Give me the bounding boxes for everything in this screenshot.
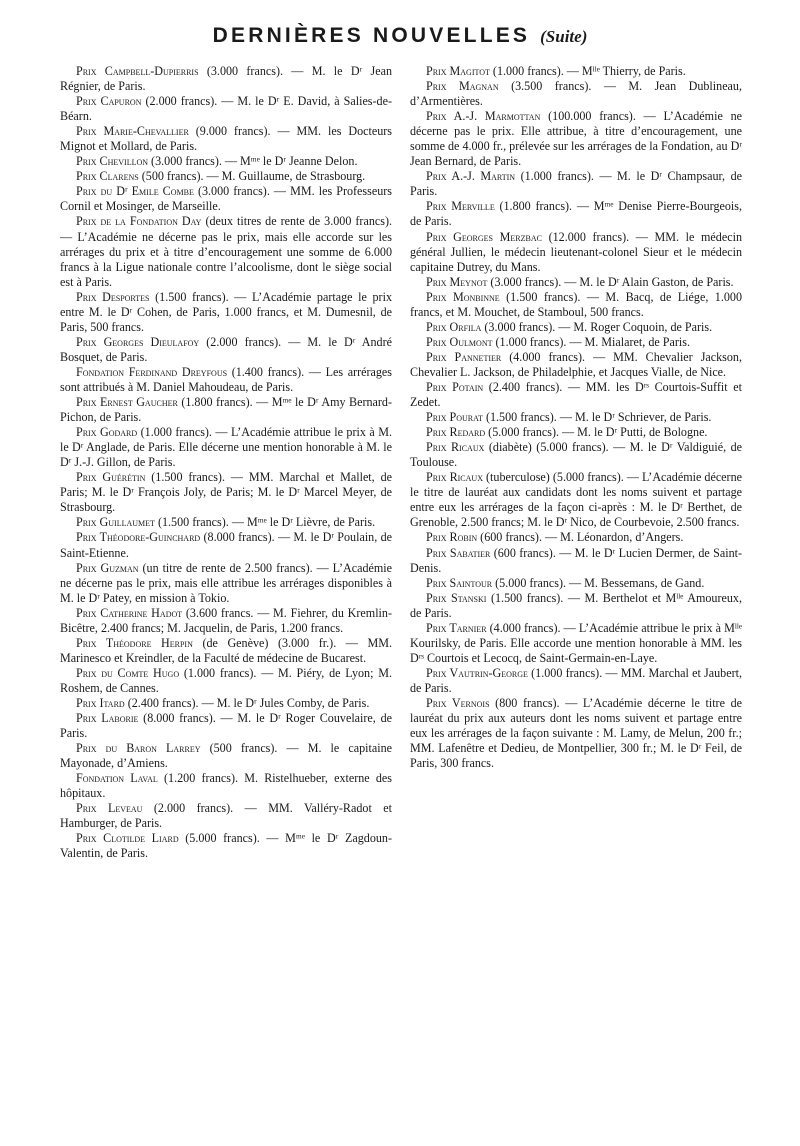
prize-name: Prix Capuron	[76, 94, 142, 109]
prize-entry	[410, 320, 742, 335]
prize-award-text: (2.000 francs). — MM. Valléry-Radot et Hamburger, de Paris.	[60, 801, 392, 831]
prize-entry	[410, 696, 742, 771]
prize-award-text: (2.000 francs). — M. le Dʳ André Bosquet, de Paris.	[60, 334, 392, 364]
prize-entry	[410, 380, 742, 410]
prize-name: Prix A.-J. Marmottan	[426, 109, 541, 124]
prize-award-text: (1.000 francs). — L’Académie attribue le prix à M. le Dʳ Anglade, de Paris. Elle décerne une mention honorable à M. le Dʳ J.-J. Gillon, de Paris.	[60, 425, 392, 470]
prize-entry	[60, 696, 392, 711]
prize-name: Prix Guérétin	[76, 470, 146, 485]
prize-entry	[60, 184, 392, 214]
prize-award-text: (1.000 francs). — M. le Dʳ Champsaur, de Paris.	[410, 169, 742, 199]
prize-name: Prix Pannetier	[426, 349, 502, 364]
prize-name: Prix Théodore-Guinchard	[76, 530, 201, 545]
prize-entry	[60, 335, 392, 365]
prize-entry	[60, 561, 392, 606]
prize-name: Prix Sabatier	[426, 545, 491, 560]
prize-award-text: (3.500 francs). — M. Jean Dublineau, d’Armentières.	[410, 79, 742, 109]
prize-name: Prix Monbinne	[426, 289, 500, 304]
prize-award-text: (2.400 francs). — M. le Dʳ Jules Comby, de Paris.	[124, 695, 370, 710]
prize-award-text: (4.000 francs). — MM. Chevalier Jackson, Chevalier L. Jackson, de Philadelphie, et Jacques Vialle, de Nice.	[410, 349, 743, 379]
prize-name: Prix Pourat	[426, 410, 483, 425]
prize-name: Prix Guillaumet	[76, 515, 155, 530]
prize-name: Prix du Comte Hugo	[76, 665, 180, 680]
prize-award-text: (5.000 francs). — M. le Dʳ Putti, de Bologne.	[485, 425, 708, 440]
prize-entry	[60, 395, 392, 425]
prize-award-text: (100.000 francs). — L’Académie ne décerne pas le prix. Elle attribue, à titre d’encouragement, une somme de 4.000 fr., prélevée sur les arrérages de la Fondation, au Dʳ Jean Bernard, de Paris.	[410, 109, 743, 169]
prize-entry	[410, 109, 742, 169]
prize-entry	[410, 169, 742, 199]
prize-entry	[410, 290, 742, 320]
prize-name: Prix Godard	[76, 425, 138, 440]
prize-name: Prix Georges Dieulafoy	[76, 334, 200, 349]
prize-entry	[60, 124, 392, 154]
prize-entry	[410, 350, 742, 380]
prize-name: Prix Itard	[76, 695, 125, 710]
prize-name: Prix Campbell-Dupierris	[76, 64, 199, 78]
prize-award-text: (3.600 francs. — M. Fiehrer, du Kremlin-Bicêtre, 2.400 francs; M. Jacquelin, de Paris, 1.200 francs.	[60, 605, 392, 635]
prize-name: Prix Oulmont	[426, 334, 493, 349]
prize-entry	[60, 94, 392, 124]
page-header	[0, 24, 800, 48]
prize-award-text: (1.500 francs). — M. Bacq, de Liége, 1.000 francs, et M. Mouchet, de Stamboul, 500 francs.	[410, 289, 742, 319]
prize-award-text: (1.800 francs). — Mᵐᵉ le Dʳ Amy Bernard-Pichon, de Paris.	[60, 395, 392, 425]
prize-award-text: (3.000 francs). — M. Roger Coquoin, de Paris.	[481, 319, 713, 334]
prize-entry	[410, 440, 742, 470]
prize-entry	[60, 606, 392, 636]
prize-award-text: (1.500 francs). — MM. Marchal et Mallet, de Paris; M. le Dʳ François Joly, de Paris; M. le Dʳ Marcel Meyer, de Strasbourg.	[60, 470, 393, 515]
prize-entry	[410, 79, 742, 109]
prize-award-text: (1.500 francs). — M. Berthelot et Mˡˡᵉ Amoureux, de Paris.	[410, 590, 742, 620]
prize-award-text: (5.000 francs). — Mᵐᵉ le Dʳ Zagdoun-Valentin, de Paris.	[60, 831, 392, 861]
prize-entry	[410, 546, 742, 576]
prize-name: Prix Desportes	[76, 289, 150, 304]
prize-award-text: (9.000 francs). — MM. les Docteurs Mignot et Mollard, de Paris.	[60, 124, 392, 154]
prize-name: Prix Vernois	[426, 695, 490, 710]
prize-award-text: (500 francs). — M. Guillaume, de Strasbourg.	[138, 169, 366, 184]
prize-award-text: (500 francs). — M. le capitaine Mayonade, d’Amiens.	[60, 741, 392, 771]
page-subtitle: (Suite)	[540, 27, 588, 46]
prize-name: Prix Redard	[426, 425, 486, 440]
prize-award-text: (2.000 francs). — M. le Dʳ E. David, à Salies-de-Béarn.	[60, 94, 392, 124]
prize-name: Prix Georges Merzbac	[426, 229, 542, 244]
prize-entry	[410, 275, 742, 290]
prize-name: Prix Clarens	[76, 169, 139, 184]
prize-name: Prix Orfila	[426, 319, 482, 334]
prize-name: Prix de la Fondation Day	[76, 214, 202, 229]
prize-name: Prix Catherine Hadot	[76, 605, 183, 620]
prize-award-text: (1.200 francs). M. Ristelhueber, externe des hôpitaux.	[60, 771, 393, 801]
prize-award-text: (4.000 francs). — L’Académie attribue le prix à Mˡˡᵉ Kourilsky, de Paris. Elle accorde une mention honorable à MM. les Dʳˢ Courtois et Lecocq, de Saint-Germain-en-Laye.	[410, 620, 742, 665]
prize-name: Prix Leveau	[76, 801, 143, 816]
prize-name: Prix Meynot	[426, 274, 488, 289]
prize-entry	[60, 154, 392, 169]
prize-award-text: (12.000 francs). — MM. le médecin général Jullien, le médecin lieutenant-colonel Sieur et le médecin capitaine Dutrey, du Mans.	[410, 229, 742, 274]
prize-entry	[410, 335, 742, 350]
prize-entry	[60, 711, 392, 741]
prize-award-text: (2.400 francs). — MM. les Dʳˢ Courtois-Suffit et Zedet.	[410, 379, 742, 410]
prize-entry	[410, 425, 742, 440]
prize-award-text: (1.400 francs). — Les arrérages sont attribués à M. Daniel Mahoudeau, de Paris.	[60, 364, 392, 394]
prize-award-text: (diabète) (5.000 francs). — M. le Dʳ Valdiguié, de Toulouse.	[410, 440, 742, 470]
prize-award-text: (3.000 francs). — M. le Dʳ Jean Régnier, de Paris.	[60, 64, 392, 94]
prize-entry	[410, 64, 742, 79]
prize-award-text: (3.000 francs). — MM. les Professeurs Cornil et Mosinger, de Marseille.	[60, 184, 392, 214]
prize-award-text: (tuberculose) (5.000 francs). — L’Académie décerne le titre de lauréat aux candidats dont les noms suivent et partage entre eux les arrérages de la façon ci-après : M. le Dʳ Berthet, de Grenoble, 2.500 francs; M. le Dʳ Nico, de Courbevoie, 2.500 francs.	[410, 470, 742, 530]
prize-award-text: (8.000 francs). — M. le Dʳ Poulain, de Saint-Etienne.	[60, 530, 392, 560]
prize-entry	[60, 425, 392, 470]
prize-entry	[410, 199, 742, 229]
prize-name: Prix Stanski	[426, 590, 487, 605]
prize-award-text: (8.000 francs). — M. le Dʳ Roger Couvelaire, de Paris.	[60, 711, 392, 741]
prize-award-text: (600 francs). — M. Léonardon, d’Angers.	[477, 530, 684, 545]
prize-name: Prix Ricaux	[426, 440, 485, 455]
prize-entry	[60, 530, 392, 560]
prize-entry	[410, 230, 742, 275]
page-title: DERNIÈRES NOUVELLES	[212, 24, 531, 47]
prize-award-text: (1.000 francs). — M. Piéry, de Lyon; M. Roshem, de Cannes.	[60, 665, 392, 695]
prize-name: Prix Vautrin-George	[426, 665, 528, 680]
prize-name: Prix Magitot	[426, 64, 490, 78]
prize-entry	[410, 470, 742, 530]
prize-name: Prix Merville	[426, 199, 495, 214]
prize-entry	[60, 290, 392, 335]
prize-award-text: (1.500 francs). — Mᵐᵉ le Dʳ Lièvre, de Paris.	[154, 515, 376, 530]
prize-entry	[60, 831, 392, 861]
prize-award-text: (1.000 francs). — Mˡˡᵉ Thierry, de Paris.	[489, 64, 686, 78]
prize-entry	[410, 530, 742, 545]
right-column	[410, 64, 742, 861]
prize-entry	[60, 801, 392, 831]
prize-award-text: (1.000 francs). — MM. Marchal et Jaubert, de Paris.	[410, 665, 742, 695]
prize-award-text: (deux titres de rente de 3.000 francs). — L’Académie ne décerne pas le prix, mais elle accorde sur les arrérages du prix et à titre d’encouragement une somme de 6.000 francs à la Ligue nationale contre l’alcoolisme, dont le siège social est à Paris.	[60, 214, 392, 289]
prize-award-text: (5.000 francs). — M. Bessemans, de Gand.	[492, 575, 705, 590]
prize-award-text: (de Genève) (3.000 fr.). — MM. Marinesco et Kreindler, de la Faculté de médecine de Bucarest.	[60, 635, 392, 665]
prize-entry	[60, 636, 392, 666]
prize-award-text: (800 francs). — L’Académie décerne le titre de lauréat du prix aux auteurs dont les noms suivent et partage entre eux les arrérages de la façon suivante : M. Lamy, de Melun, 200 fr.; MM. Lafenêtre et Dedieu, de Montpellier, 300 fr.; M. le Dʳ Feil, de Paris, 300 francs.	[410, 695, 742, 771]
prize-name: Prix Clotilde Liard	[76, 831, 179, 846]
prize-entry	[60, 64, 392, 94]
prize-entry	[60, 214, 392, 289]
prize-name: Prix Magnan	[426, 79, 499, 94]
prize-entry	[410, 410, 742, 425]
prize-name: Prix A.-J. Martin	[426, 169, 516, 184]
prize-entry	[410, 666, 742, 696]
prize-award-text: (600 francs). — M. le Dʳ Lucien Dermer, de Saint-Denis.	[410, 545, 743, 575]
prize-entry	[60, 470, 392, 515]
prize-entry	[60, 365, 392, 395]
prize-entry	[60, 741, 392, 771]
prize-name: Prix du Dʳ Emile Combe	[76, 184, 194, 199]
prize-award-text: (1.500 francs). — L’Académie partage le prix entre M. le Dʳ Cohen, de Paris, 1.000 francs, et M. Dumesnil, de Paris, 500 francs.	[60, 289, 392, 334]
prize-entry	[410, 591, 742, 621]
prize-award-text: (1.500 francs). — M. le Dʳ Schriever, de Paris.	[482, 410, 712, 425]
prize-award-text: (un titre de rente de 2.500 francs). — L’Académie ne décerne pas le prix, mais elle attribue les arrérages disponibles à M. le Dʳ Patey, en mission à Tokio.	[60, 560, 392, 605]
prize-entry	[60, 515, 392, 530]
prize-name: Prix Saintour	[426, 575, 493, 590]
prize-name: Prix Marie-Chevallier	[76, 124, 189, 139]
prize-entry	[60, 771, 392, 801]
prize-award-text: (1.000 francs). — M. Mialaret, de Paris.	[492, 334, 690, 349]
prize-entry	[60, 169, 392, 184]
prize-entry	[410, 576, 742, 591]
prize-entry	[410, 621, 742, 666]
prize-name: Prix Théodore Herpin	[76, 635, 193, 650]
prize-name: Prix Ricaux	[426, 470, 483, 485]
left-column	[60, 64, 392, 861]
prize-award-text: (1.800 francs). — Mᵐᵉ Denise Pierre-Bourgeois, de Paris.	[410, 199, 743, 229]
prize-entry	[60, 666, 392, 696]
prize-name: Prix Potain	[426, 379, 484, 394]
prize-name: Prix Tarnier	[426, 620, 487, 635]
text-columns	[60, 64, 742, 861]
prize-name: Prix Chevillon	[76, 154, 149, 169]
prize-name: Fondation Ferdinand Dreyfous	[76, 364, 228, 379]
prize-name: Prix Guzman	[76, 560, 139, 575]
prize-name: Prix Ernest Gaucher	[76, 395, 178, 410]
prize-name: Prix du Baron Larrey	[76, 741, 201, 756]
prize-name: Prix Robin	[426, 530, 478, 545]
prize-name: Prix Laborie	[76, 711, 139, 726]
prize-award-text: (3.000 francs). — M. le Dʳ Alain Gaston, de Paris.	[487, 274, 734, 289]
prize-award-text: (3.000 francs). — Mᵐᵉ le Dʳ Jeanne Delon.	[148, 154, 358, 169]
prize-name: Fondation Laval	[76, 771, 158, 786]
